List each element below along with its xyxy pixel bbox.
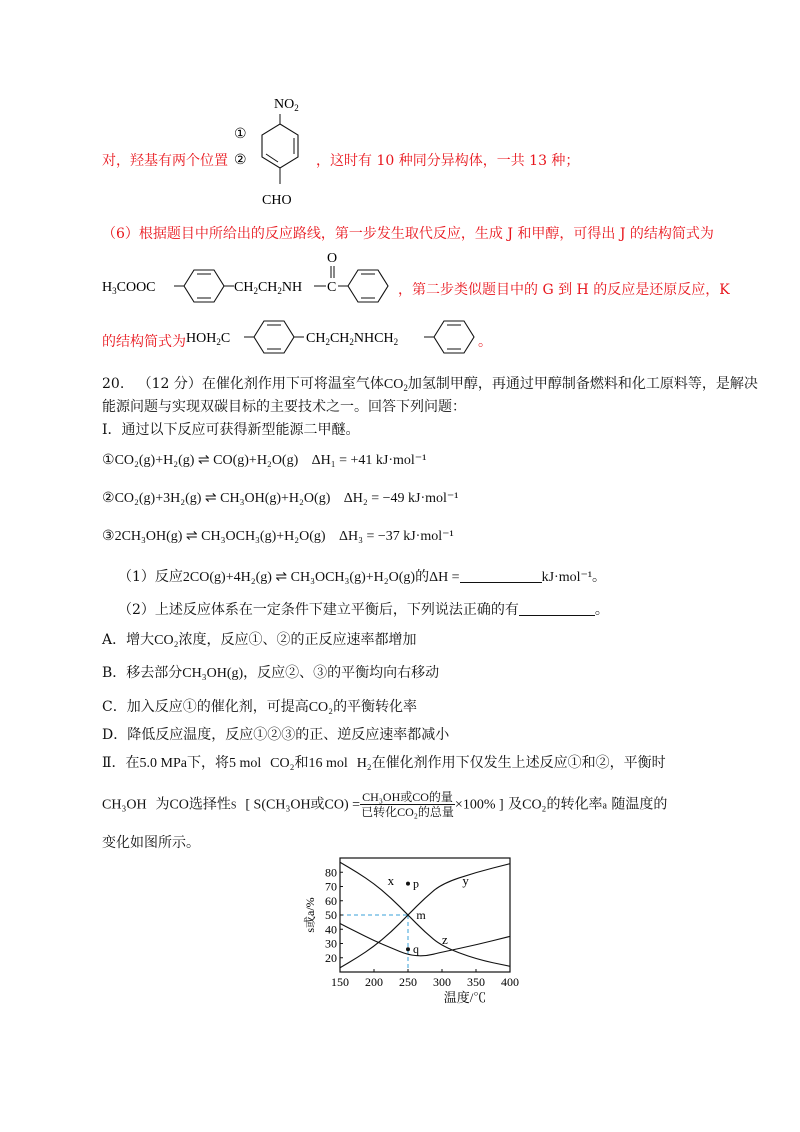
struct-j-o: O — [327, 251, 338, 266]
y-tick-label: 80 — [325, 865, 337, 880]
struct1-pos2: ② — [234, 153, 247, 168]
sub-question-2: （2）上述反应体系在一定条件下建立平衡后，下列说法正确的有 。 — [118, 602, 609, 618]
series-line-z — [340, 924, 510, 956]
y-tick-label: 70 — [325, 879, 337, 894]
series-label-z: z — [442, 932, 448, 948]
y-axis-label: s或a/% — [303, 897, 317, 933]
struct1-bottom: CHO — [262, 193, 292, 208]
y-tick-label: 20 — [325, 950, 337, 965]
nitro-benzaldehyde-structure — [228, 92, 318, 212]
answer-line-4-left: 的结构简式为 — [102, 334, 186, 350]
point-p — [406, 882, 410, 886]
y-tick-label: 40 — [325, 922, 337, 937]
answer-line-1-left: 对，羟基有两个位置 — [102, 153, 228, 169]
series-label-x: x — [387, 872, 395, 888]
part-1-heading: Ⅰ．通过以下反应可获得新型能源二甲醚。 — [102, 422, 360, 438]
point-label-m: m — [416, 908, 426, 922]
option-a: A．增大CO₂浓度，反应①、②的正反应速率都增加 — [102, 632, 417, 648]
question-number: 20. — [102, 376, 125, 392]
answer-blank-2[interactable] — [519, 603, 595, 616]
point-q — [406, 947, 410, 951]
struct-k-hoh: $HOH_2C$ — [186, 331, 231, 347]
struct1-pos1: ① — [234, 127, 247, 142]
part-2-text: Ⅱ．在5.0 MPa下，将5 mol CO₂和16 mol H₂在催化剂作用下仅发生上述反应①和②，平衡时 — [102, 755, 666, 771]
reaction-1: ①CO₂(g)+H₂(g) ⇌ CO(g)+H₂O(g) ΔH₁ = +41 kJ·mol⁻¹ — [102, 452, 427, 468]
x-tick-label: 350 — [467, 975, 485, 989]
selectivity-conversion-chart — [300, 850, 540, 1010]
question-20-intro-2: 能源问题与实现双碳目标的主要技术之一。回答下列问题： — [102, 399, 466, 415]
selectivity-line-2: 变化如图所示。 — [102, 835, 200, 851]
reaction-3: ③2CH₃OH(g) ⇌ CH₃OCH₃(g)+H₂O(g) ΔH₃ = −37 kJ·mol⁻¹ — [102, 528, 454, 544]
y-tick-label: 50 — [325, 908, 337, 922]
x-tick-label: 300 — [433, 975, 451, 989]
x-tick-label: 250 — [399, 975, 417, 989]
structure-j — [102, 248, 402, 308]
structure-k — [186, 314, 486, 364]
answer-blank-1[interactable] — [460, 570, 542, 583]
struct1-top: $NO_2$ — [274, 97, 299, 113]
point-label-p: p — [413, 876, 419, 891]
struct-j-left: $H_3COOC$ — [102, 280, 156, 296]
selectivity-line: CH₃OH 为CO选择性S [ S(CH₃OH或CO) = $\frac{\text{CH₃OH或CO的量}}{\text{已转化CO₂的总量}}$ ×100% ] 及CO₂的转化率a 随温度的 — [102, 790, 668, 819]
answer-line-4-end: 。 — [478, 334, 492, 350]
x-tick-label: 400 — [501, 975, 519, 989]
answer-line-3-right: ，第二步类似题目中的 G 到 H 的反应是还原反应，K — [398, 282, 730, 298]
sub-question-1: （1）反应2CO(g)+4H₂(g) ⇌ CH₃OCH₃(g)+H₂O(g)的ΔH = kJ·mol⁻¹。 — [118, 569, 607, 585]
reaction-2: ②CO₂(g)+3H₂(g) ⇌ CH₃OH(g)+H₂O(g) ΔH₂ = −49 kJ·mol⁻¹ — [102, 490, 459, 506]
struct-j-c: C — [327, 280, 337, 295]
option-d: D．降低反应温度，反应①②③的正、逆反应速率都减小 — [102, 727, 450, 743]
x-tick-label: 200 — [365, 975, 383, 989]
struct-k-chain: $CH_2CH_2NHCH_2$ — [306, 331, 399, 347]
option-c: C．加入反应①的催化剂，可提高CO₂的平衡转化率 — [102, 699, 418, 715]
question-20-intro-1: 20. （12 分）在催化剂作用下可将温室气体$CO_2$加氢制甲醇，再通过甲醇制备燃料和化工原料等，是解决 — [102, 376, 758, 393]
x-axis-label: 温度/℃ — [443, 990, 487, 1005]
answer-line-1-right: ，这时有 10 种同分异构体，一共 13 种； — [316, 153, 580, 169]
y-tick-label: 60 — [325, 893, 337, 908]
series-label-y: y — [462, 872, 469, 888]
selectivity-fraction: $\frac{\text{CH₃OH或CO的量}}{\text{已转化CO₂的总量}}$ — [361, 790, 454, 819]
x-tick-label: 150 — [331, 975, 349, 989]
answer-line-2: （6）根据题目中所给出的反应路线，第一步发生取代反应，生成 J 和甲醇，可得出 J 的结构简式为 — [102, 226, 714, 242]
y-tick-label: 30 — [325, 936, 337, 951]
option-b: B．移去部分CH₃OH(g)，反应②、③的平衡均向右移动 — [102, 665, 440, 681]
struct-j-chain: $CH_2CH_2NH$ — [234, 280, 303, 296]
point-label-q: q — [413, 942, 419, 957]
